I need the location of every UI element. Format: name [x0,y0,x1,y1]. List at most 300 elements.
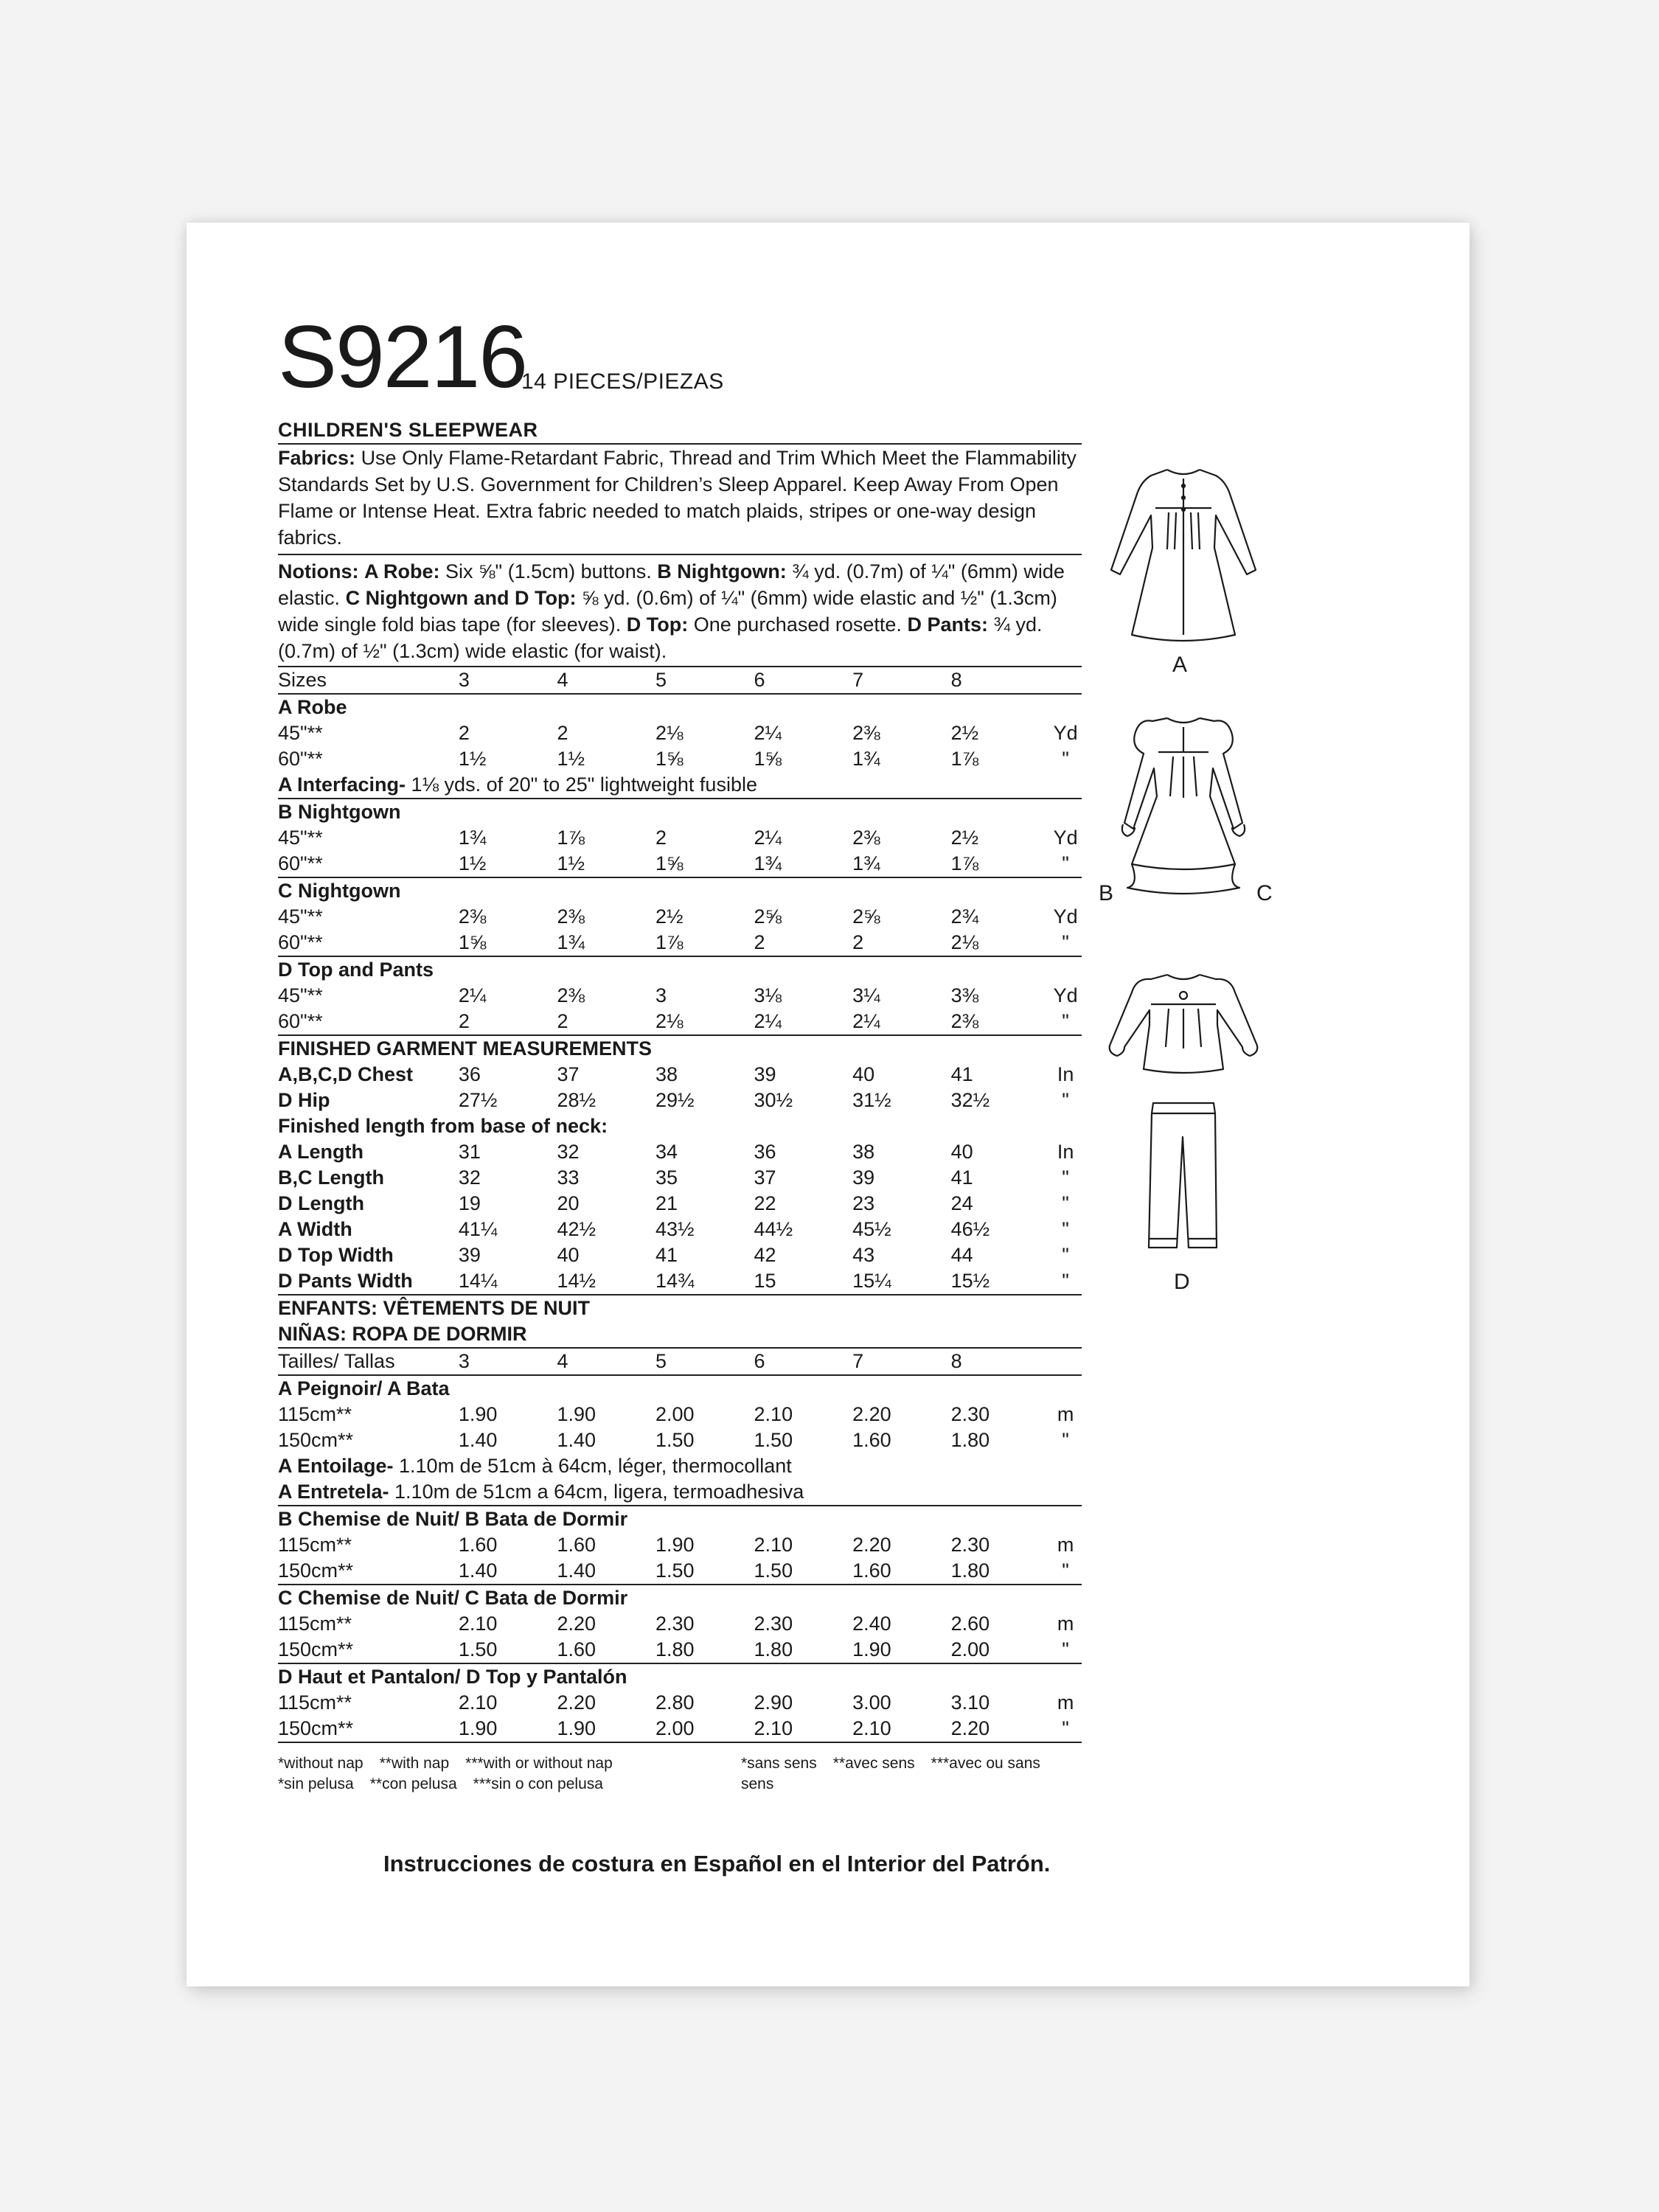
table-cell: 2.20 [852,1403,891,1425]
finished-length-subtitle: Finished length from base of neck: [278,1115,608,1137]
pattern-number: S9216 [278,307,526,406]
row-label: B,C Length [278,1166,384,1189]
table-cell: 36 [458,1063,481,1085]
table-cell: 19 [458,1192,481,1214]
view-d-top-illustration [1102,966,1265,1077]
section-d-haut: D Haut et Pantalon/ D Top y Pantalón [278,1663,1082,1690]
pattern-info [278,307,1082,1812]
table-cell: 4 [557,1348,655,1375]
table-cell: 1⅞ [557,827,585,849]
table-cell: 2 [557,1010,568,1032]
table-row [278,956,1082,983]
table-cell: 2.10 [754,1403,793,1425]
table-cell: 15 [754,1270,776,1292]
table-cell: 2½ [655,905,684,928]
table-cell: 44 [950,1244,973,1266]
notions-note [278,558,1082,664]
table-cell: 30½ [754,1089,793,1111]
section-c-chemise: C Chemise de Nuit/ C Bata de Dormir [278,1585,1082,1611]
table-row [278,904,1082,930]
table-cell: 1.80 [950,1559,990,1582]
footnote: **avec sens [832,1755,915,1772]
table-bottom-rule [278,1742,1082,1743]
table-cell: 1.90 [852,1638,891,1660]
table-cell: 36 [754,1141,776,1163]
table-cell: 1.50 [754,1559,793,1582]
table-row [278,1113,1082,1139]
entretela-label: A Entretela- [278,1481,389,1503]
view-label-c: C [1256,881,1273,905]
table-cell: 1.50 [655,1559,695,1582]
piece-count: 14 PIECES/PIEZAS [521,369,724,394]
row-label: 45"** [278,722,323,744]
table-cell: 2.00 [655,1717,695,1739]
table-cell: 3 [655,984,667,1006]
table-cell: 40 [950,1141,973,1163]
unit-cell: In [1057,1141,1074,1163]
table-cell: 34 [655,1141,678,1163]
footnote: *sans sens [741,1755,817,1772]
table-cell: 1.90 [655,1534,695,1556]
table-cell: 2⅛ [655,722,684,744]
table-cell: 2.20 [950,1717,990,1739]
table-row [278,825,1082,851]
table-cell: 40 [557,1244,580,1266]
table-cell: 1.90 [458,1403,498,1425]
table-cell: 6 [754,1348,853,1375]
table-cell: 43 [852,1244,875,1266]
table-row [278,1088,1082,1113]
table-cell: 21 [655,1192,678,1214]
notions-e-label: D Pants: [907,613,988,636]
unit-cell: In [1057,1063,1074,1085]
table-cell: 2¼ [754,827,782,849]
notions-c-label: C Nightgown and D Top: [345,587,577,609]
table-row [278,1663,1082,1690]
table-cell: 1.60 [557,1638,596,1660]
table-cell: 2⅜ [458,905,487,928]
table-cell: 41¼ [458,1218,498,1240]
table-cell: 14½ [557,1270,596,1292]
entoilage-label: A Entoilage- [278,1455,394,1477]
entoilage-text: 1.10m de 51cm à 64cm, léger, thermocollant [393,1455,792,1477]
table-cell: 3.00 [852,1691,891,1714]
table-row [278,1062,1082,1088]
unit-cell: " [1062,1166,1069,1189]
unit-cell: " [1062,1089,1069,1111]
table-cell: 41 [950,1063,973,1085]
table-cell: 40 [852,1063,875,1085]
table-row [278,851,1082,877]
table-cell: 1¾ [557,931,585,953]
table-cell: 2.10 [458,1613,498,1635]
table-row [278,1295,1082,1321]
table-cell: 42½ [557,1218,596,1240]
table-cell: 1⅝ [754,748,782,770]
table-row [278,1191,1082,1217]
table-cell: 32 [458,1166,481,1189]
fabrics-label: Fabrics: [278,447,356,469]
unit-cell [1049,667,1082,694]
table-cell: 2⅛ [950,931,979,953]
row-label: 150cm** [278,1717,354,1739]
table-cell: 2.40 [852,1613,891,1635]
row-label: 45"** [278,827,323,849]
table-cell: 1.60 [458,1534,498,1556]
table-row [278,746,1082,772]
footnote: ***with or without nap [465,1755,613,1772]
table-cell: 32 [557,1141,580,1163]
table-cell: 2½ [950,722,979,744]
table-cell: 1.80 [754,1638,793,1660]
rule [278,1742,1082,1743]
table-row [278,1375,1082,1402]
table-cell: 42 [754,1244,776,1266]
row-label: A Length [278,1141,364,1163]
table-cell: 1⅞ [950,748,979,770]
interfacing-note [278,772,1082,799]
unit-cell: " [1062,1244,1069,1266]
footnote: *without nap [278,1755,364,1772]
notions-b-label: B Nightgown: [657,560,787,582]
table-cell: 43½ [655,1218,695,1240]
table-cell: 15½ [950,1270,990,1292]
footnotes-fr [741,1753,1082,1795]
section-a-robe: A Robe [278,694,1082,720]
row-label: 115cm** [278,1691,352,1714]
spanish-title: NIÑAS: ROPA DE DORMIR [278,1323,527,1345]
section-d-top-pants: D Top and Pants [278,956,1082,983]
table-row [278,1716,1082,1742]
table-cell: 24 [950,1192,973,1214]
table-cell: 2¼ [852,1010,880,1032]
table-cell: 20 [557,1192,580,1214]
table-cell: 27½ [458,1089,498,1111]
row-label: Tailles/ Tallas [278,1348,459,1375]
notions-label: Notions: [278,560,359,582]
table-cell: 5 [655,1348,754,1375]
table-cell: 2 [852,931,864,953]
table-row [278,1690,1082,1716]
table-cell: 2 [655,827,667,849]
table-cell: 2.30 [655,1613,695,1635]
table-cell: 2 [458,722,470,744]
table-cell: 2 [754,931,765,953]
table-cell: 2.00 [655,1403,695,1425]
section-c-nightgown: C Nightgown [278,877,1082,904]
table-cell: 3⅜ [950,984,979,1006]
table-row [278,877,1082,904]
table-cell: 38 [655,1063,678,1085]
row-label: 60"** [278,1010,323,1032]
spanish-instructions-note: Instrucciones de costura en Español en el Interior del Patrón. [383,1851,1051,1877]
table-cell: 2.10 [754,1534,793,1556]
table-cell: 2⅝ [754,905,782,928]
table-cell: 31 [458,1141,481,1163]
table-row [278,930,1082,956]
unit-cell: " [1062,931,1069,953]
table-cell: 2⅜ [557,984,585,1006]
unit-cell: " [1062,852,1069,874]
fabrics-text: Use Only Flame-Retardant Fabric, Thread and Trim Which Meet the Flammability Standards Set by U.S. Government for Children’s Sleep Apparel. Keep Away From Open Flame or Intense Heat. Extra fabric needed to match plaids, stripes or one-way design fabrics. [278,447,1077,549]
view-label-b: B [1099,881,1114,905]
table-cell: 3.10 [950,1691,990,1714]
table-cell: 2.30 [950,1403,990,1425]
table-row [278,772,1082,799]
table-cell: 2.20 [557,1613,596,1635]
unit-cell: " [1062,1717,1069,1739]
table-cell: 2⅜ [557,905,585,928]
table-cell: 1.90 [557,1717,596,1739]
table-cell: 2 [557,722,568,744]
table-cell: 1.90 [557,1403,596,1425]
table-row [278,694,1082,720]
table-row [278,1637,1082,1663]
table-cell: 1.40 [557,1429,596,1451]
table-row [278,1009,1082,1035]
table-cell: 2.30 [754,1613,793,1635]
table-cell: 1½ [458,748,487,770]
footnote: *sin pelusa [278,1775,354,1792]
table-cell: 2⅜ [852,827,880,849]
row-label: A,B,C,D Chest [278,1063,414,1085]
header [278,307,1082,406]
section-b-chemise: B Chemise de Nuit/ B Bata de Dormir [278,1506,1082,1532]
table-cell: 29½ [655,1089,695,1111]
table-row [278,1453,1082,1479]
footnotes [278,1753,1082,1812]
row-label: 115cm** [278,1403,352,1425]
entretela-text: 1.10m de 51cm a 64cm, ligera, termoadhesiva [389,1481,804,1503]
table-row [278,1427,1082,1453]
table-cell: 3¼ [852,984,880,1006]
table-cell: 14¼ [458,1270,498,1292]
table-cell: 2.60 [950,1613,990,1635]
entretela-note [278,1479,1082,1506]
row-label: 150cm** [278,1559,354,1582]
french-title: ENFANTS: VÊTEMENTS DE NUIT [278,1295,1082,1321]
table-cell: 37 [557,1063,580,1085]
table-cell: 14¾ [655,1270,695,1292]
row-label: D Length [278,1192,364,1214]
view-a-robe-illustration [1102,461,1265,653]
notions-d-label: D Top: [626,613,689,636]
table-cell: 1.50 [655,1429,695,1451]
table-row [278,1558,1082,1585]
table-row [278,1506,1082,1532]
unit-cell: m [1057,1691,1074,1714]
row-label: 115cm** [278,1613,352,1635]
sizes-header-row [278,667,1082,694]
table-row [278,1479,1082,1506]
table-cell: 2¾ [950,905,979,928]
table-cell: 2⅜ [950,1010,979,1032]
table-cell: 41 [950,1166,973,1189]
notions-b-text: ¾ yd. (0.7m) of ¼" (6mm) wide elastic. [278,560,1065,609]
row-label: 60"** [278,931,323,953]
row-label: 115cm** [278,1534,352,1556]
table-cell: 2¼ [458,984,487,1006]
row-label: Sizes [278,667,459,694]
interfacing-label: A Interfacing- [278,773,406,796]
unit-cell: " [1062,1192,1069,1214]
entoilage-note [278,1453,1082,1479]
unit-cell: Yd [1053,905,1078,928]
table-cell: 39 [458,1244,481,1266]
table-cell: 2¼ [754,722,782,744]
table-cell: 1⅞ [655,931,684,953]
table-cell: 32½ [950,1089,990,1111]
table-cell: 7 [852,667,951,694]
table-cell: 1½ [557,852,585,874]
notions-c-text: ⅝ yd. (0.6m) of ¼" (6mm) wide elastic and ½" (1.3cm) wide single fold bias tape (for sleeves). [278,587,1057,636]
table-cell: 39 [754,1063,776,1085]
unit-cell: m [1057,1613,1074,1635]
table-cell: 1.40 [458,1559,498,1582]
view-label-d: D [1174,1270,1190,1294]
table-cell: 3 [459,667,557,694]
unit-cell: " [1062,748,1069,770]
table-cell: 37 [754,1166,776,1189]
table-cell: 7 [852,1348,951,1375]
table-cell: 2½ [950,827,979,849]
view-b-c-nightgown-illustration [1110,708,1257,896]
table-cell: 1⅝ [655,748,684,770]
table-row [278,983,1082,1009]
row-label: 150cm** [278,1638,354,1660]
table-cell: 23 [852,1192,875,1214]
unit-cell [1049,1348,1082,1375]
table-cell: 45½ [852,1218,891,1240]
table-cell: 38 [852,1141,875,1163]
table-cell: 41 [655,1244,678,1266]
table-row [278,1035,1082,1062]
section-b-nightgown: B Nightgown [278,799,1082,825]
table-cell: 3 [459,1348,557,1375]
notions-a-label: A Robe: [364,560,440,582]
table-cell: 1⅝ [655,852,684,874]
table-cell: 2.10 [852,1717,891,1739]
footnote: ***sin o con pelusa [473,1775,603,1792]
table-cell: 1⅞ [950,852,979,874]
table-cell: 6 [754,667,853,694]
table-cell: 22 [754,1192,776,1214]
table-cell: 1.50 [458,1638,498,1660]
notions-e-text: ¾ yd. (0.7m) of ½" (1.3cm) wide elastic (for waist). [278,613,1043,662]
table-cell: 1⅝ [458,931,487,953]
table-cell: 4 [557,667,655,694]
section-a-peignoir: A Peignoir/ A Bata [278,1375,1082,1402]
table-row [278,799,1082,825]
table-cell: 2.80 [655,1691,695,1714]
unit-cell: " [1062,1010,1069,1032]
pattern-title: CHILDREN'S SLEEPWEAR [278,406,1082,445]
notions-a-text: Six ⅝" (1.5cm) buttons. [445,560,652,582]
table-cell: 31½ [852,1089,891,1111]
table-cell: 35 [655,1166,678,1189]
table-cell: 8 [951,1348,1050,1375]
table-row [278,1268,1082,1295]
yardage-table [278,666,1082,1743]
table-cell: 1.50 [754,1429,793,1451]
metric-sizes-header-row [278,1348,1082,1375]
unit-cell: m [1057,1403,1074,1425]
fabrics-note [278,445,1082,555]
table-cell: 1¾ [754,852,782,874]
table-cell: 1.40 [458,1429,498,1451]
row-label: 45"** [278,905,323,928]
table-cell: 1.90 [458,1717,498,1739]
table-row [278,1402,1082,1427]
table-row [278,1321,1082,1348]
table-cell: 2¼ [754,1010,782,1032]
view-d-pants-illustration [1143,1099,1224,1253]
table-cell: 39 [852,1166,875,1189]
table-cell: 1¾ [852,748,880,770]
footnote: **con pelusa [369,1775,457,1792]
table-cell: 2.10 [458,1691,498,1714]
table-cell: 3⅛ [754,984,782,1006]
table-row [278,1139,1082,1165]
table-cell: 2⅛ [655,1010,684,1032]
row-label: 60"** [278,748,323,770]
table-cell: 2.20 [852,1534,891,1556]
view-label-a: A [1172,653,1188,677]
table-cell: 1.80 [655,1638,695,1660]
table-cell: 1.60 [852,1429,891,1451]
table-cell: 2.10 [754,1717,793,1739]
table-cell: 2.20 [557,1691,596,1714]
section-finished-measurements: FINISHED GARMENT MEASUREMENTS [278,1035,1082,1062]
table-row [278,1532,1082,1558]
row-label: 45"** [278,984,323,1006]
table-cell: 2.90 [754,1691,793,1714]
table-cell: 2 [458,1010,470,1032]
table-row [278,1165,1082,1191]
unit-cell: " [1062,1559,1069,1582]
table-cell: 28½ [557,1089,596,1111]
table-cell: 2⅜ [852,722,880,744]
table-row [278,1217,1082,1242]
unit-cell: " [1062,1429,1069,1451]
footnote: **with nap [379,1755,450,1772]
interfacing-text: 1⅛ yds. of 20" to 25" lightweight fusible [406,773,757,796]
table-cell: 2⅝ [852,905,880,928]
unit-cell: " [1062,1270,1069,1292]
unit-cell: Yd [1053,984,1078,1006]
table-cell: 1.60 [557,1534,596,1556]
unit-cell: " [1062,1638,1069,1660]
row-label: 150cm** [278,1429,354,1451]
row-label: A Width [278,1218,352,1240]
table-cell: 1¾ [458,827,487,849]
table-cell: 1½ [458,852,487,874]
footnotes-en-es [278,1753,629,1795]
table-cell: 8 [951,667,1050,694]
table-cell: 1.80 [950,1429,990,1451]
table-cell: 1.40 [557,1559,596,1582]
row-label: D Top Width [278,1244,394,1266]
table-cell: 1.60 [852,1559,891,1582]
footnote: ***avec ou sans sens [741,1755,1040,1792]
table-cell: 44½ [754,1218,793,1240]
notions-d-text: One purchased rosette. [693,613,902,636]
table-row [278,720,1082,746]
unit-cell: m [1057,1534,1074,1556]
table-row [278,1242,1082,1268]
unit-cell: Yd [1053,827,1078,849]
unit-cell: Yd [1053,722,1078,744]
